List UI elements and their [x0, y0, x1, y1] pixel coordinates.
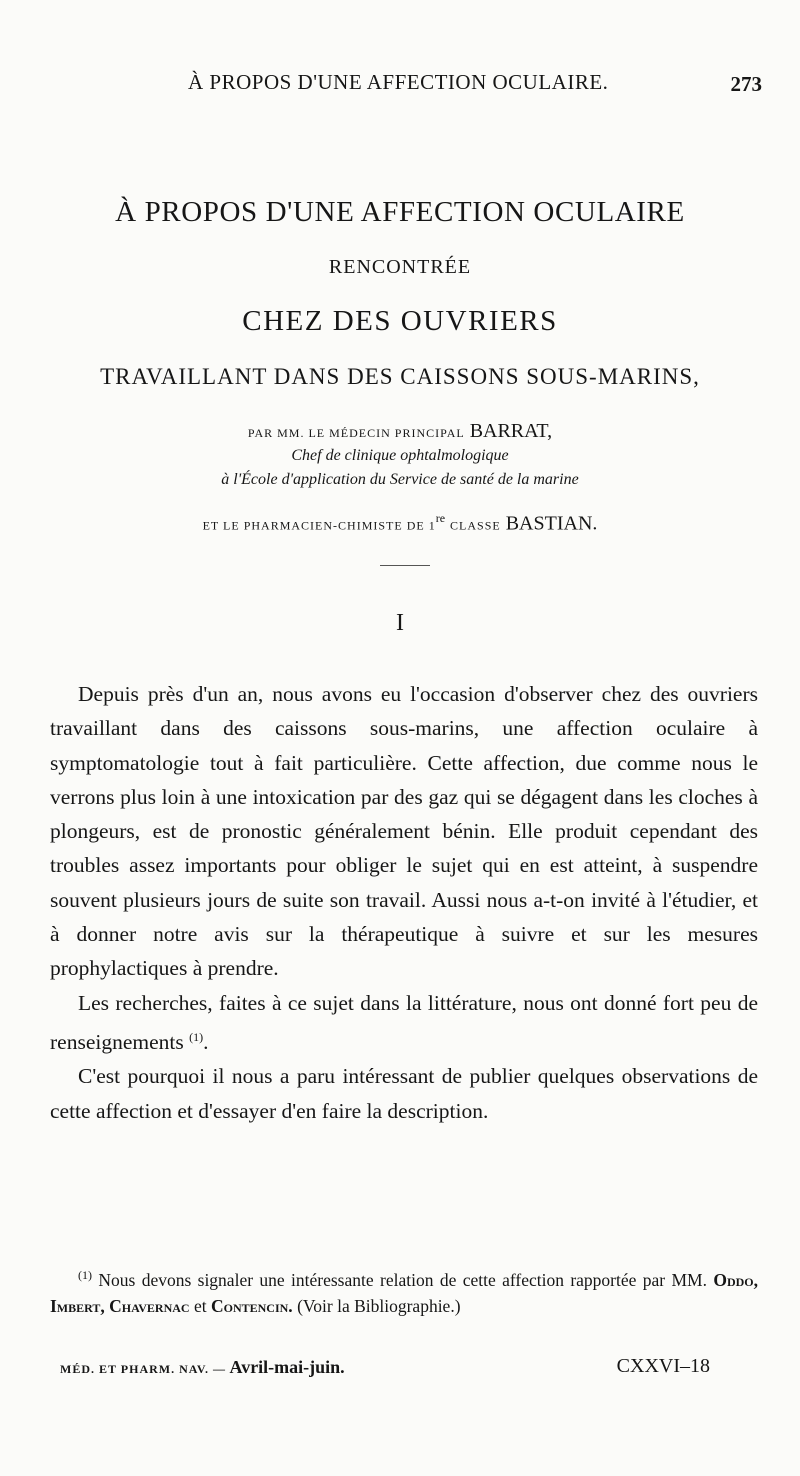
paragraph-2-text: Les recherches, faites à ce sujet dans la littérature, nous ont donné fort peu de renseignements — [50, 990, 758, 1055]
title-line-4: TRAVAILLANT DANS DES CAISSONS SOUS-MARINS, — [100, 364, 700, 389]
paragraph-3: C'est pourquoi il nous a paru intéressant de publier quelques observations de cette affection et d'essayer d'en faire la description. — [50, 1064, 758, 1123]
footnote-text-a: Nous devons signaler une intéressante relation de cette affection rapportée par MM. — [98, 1269, 707, 1290]
footer-journal-name: MÉD. ET PHARM. NAV. — — [60, 1362, 227, 1376]
separator-rule — [380, 565, 430, 566]
footnote-text-b: (Voir la Bibliographie.) — [297, 1295, 461, 1316]
footer-date: Avril-mai-juin. — [229, 1357, 345, 1377]
title-line-1: À PROPOS D'UNE AFFECTION OCULAIRE — [115, 196, 685, 228]
body-text — [50, 677, 758, 1128]
paragraph-2-end: . — [203, 1030, 209, 1055]
affiliation-1: Chef de clinique ophtalmologique — [291, 447, 509, 464]
paragraph-1: Depuis près d'un an, nous avons eu l'occasion d'observer chez des ouvriers travaillant dans des caissons sous-marins, une affection oculaire à symptomatologie tout à fait particulière. Cette affection, due comme nous le verrons plus loin à une intoxication par des gaz qui se dégagent dans les cloches à plongeurs, est de pronostic généralement bénin. Elle produit cependant des troubles assez importants pour obliger le sujet qui en est atteint, à suspendre souvent plusieurs jours de suite son travail. Aussi nous a-t-on invité à l'étudier, et à donner notre avis sur la thérapeutique à suivre et sur les mesures prophylactiques à prendre. — [50, 682, 758, 981]
footnote-name-4: Contencin. — [210, 1295, 293, 1316]
paragraph-2 — [50, 986, 758, 1060]
footnote-name-1: Oddo, — [713, 1269, 759, 1290]
author-line-2 — [0, 511, 800, 536]
running-head — [0, 70, 800, 100]
author-1-name: BARRAT, — [469, 420, 553, 442]
footnote-name-2: Imbert, — [50, 1295, 105, 1316]
author-2-sup: re — [435, 511, 446, 525]
title-line-3: CHEZ DES OUVRIERS — [242, 305, 558, 337]
footnote-name-3: Chavernac — [109, 1295, 190, 1316]
running-title: À PROPOS D'UNE AFFECTION OCULAIRE. — [188, 70, 609, 94]
footnote — [50, 1262, 758, 1319]
footnote-paragraph — [50, 1262, 758, 1319]
affiliation-2: à l'École d'application du Service de santé de la marine — [221, 471, 579, 488]
author-2-prefix: ET LE PHARMACIEN-CHIMISTE DE 1 — [202, 518, 436, 533]
author-1-prefix: PAR MM. LE MÉDECIN PRINCIPAL — [247, 426, 465, 440]
footnote-marker: (1) — [78, 1268, 92, 1282]
title-line-2: RENCONTRÉE — [328, 256, 472, 278]
page-footer — [60, 1355, 710, 1385]
author-2-name: BASTIAN. — [505, 512, 598, 535]
author-line-1 — [0, 420, 800, 443]
footer-journal — [60, 1357, 345, 1378]
author-2-class: CLASSE — [450, 518, 501, 533]
footnote-and: et — [193, 1295, 207, 1316]
footnote-reference[interactable]: (1) — [189, 1029, 204, 1044]
footer-signature: CXXVI–18 — [616, 1355, 710, 1377]
section-numeral: I — [396, 610, 404, 636]
page-number: 273 — [730, 72, 762, 96]
